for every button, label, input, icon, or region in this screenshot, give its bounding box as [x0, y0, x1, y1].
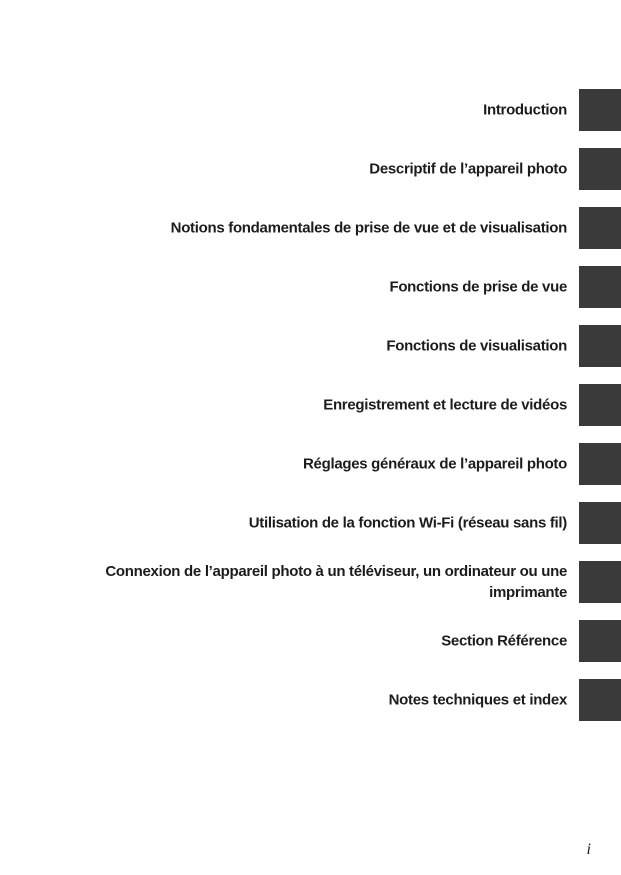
toc-entry-technical-notes[interactable]	[60, 679, 621, 721]
toc-entry-label: Réglages généraux de l’appareil photo	[303, 455, 567, 473]
section-tab[interactable]	[579, 384, 621, 426]
section-tab[interactable]	[579, 502, 621, 544]
toc-entry-label: Fonctions de prise de vue	[389, 278, 567, 296]
toc-entry-label: Introduction	[483, 101, 567, 119]
page-number: i	[586, 841, 591, 858]
section-tab[interactable]	[579, 443, 621, 485]
section-tab[interactable]	[579, 679, 621, 721]
toc-entry-playback-functions[interactable]	[60, 325, 621, 367]
toc-entry-introduction[interactable]	[60, 89, 621, 131]
toc-entry-label: Section Référence	[441, 632, 567, 650]
toc-entry-label: Fonctions de visualisation	[386, 337, 567, 355]
section-tab[interactable]	[579, 89, 621, 131]
section-tab[interactable]	[579, 266, 621, 308]
toc-entry-label: Descriptif de l’appareil photo	[369, 160, 567, 178]
toc-entry-label: Notions fondamentales de prise de vue et de visualisation	[170, 219, 567, 237]
toc-entry-basics[interactable]	[60, 207, 621, 249]
toc-entry-label: Notes techniques et index	[388, 691, 567, 709]
toc-entry-camera-description[interactable]	[60, 148, 621, 190]
toc-entry-label: Enregistrement et lecture de vidéos	[323, 396, 567, 414]
toc-entry-movies[interactable]	[60, 384, 621, 426]
section-tab[interactable]	[579, 561, 621, 603]
toc-entry-general-setup[interactable]	[60, 443, 621, 485]
toc-entry-connections[interactable]	[60, 561, 621, 603]
section-tab[interactable]	[579, 207, 621, 249]
section-tab[interactable]	[579, 620, 621, 662]
toc-entry-shooting-functions[interactable]	[60, 266, 621, 308]
toc-entry-label: Connexion de l’appareil photo à un téléviseur, un ordinateur ou une imprimante	[105, 563, 567, 601]
toc-entry-reference[interactable]	[60, 620, 621, 662]
toc-entry-wifi[interactable]	[60, 502, 621, 544]
section-tab[interactable]	[579, 148, 621, 190]
section-tab[interactable]	[579, 325, 621, 367]
toc-entry-label: Utilisation de la fonction Wi-Fi (réseau sans fil)	[248, 514, 567, 532]
